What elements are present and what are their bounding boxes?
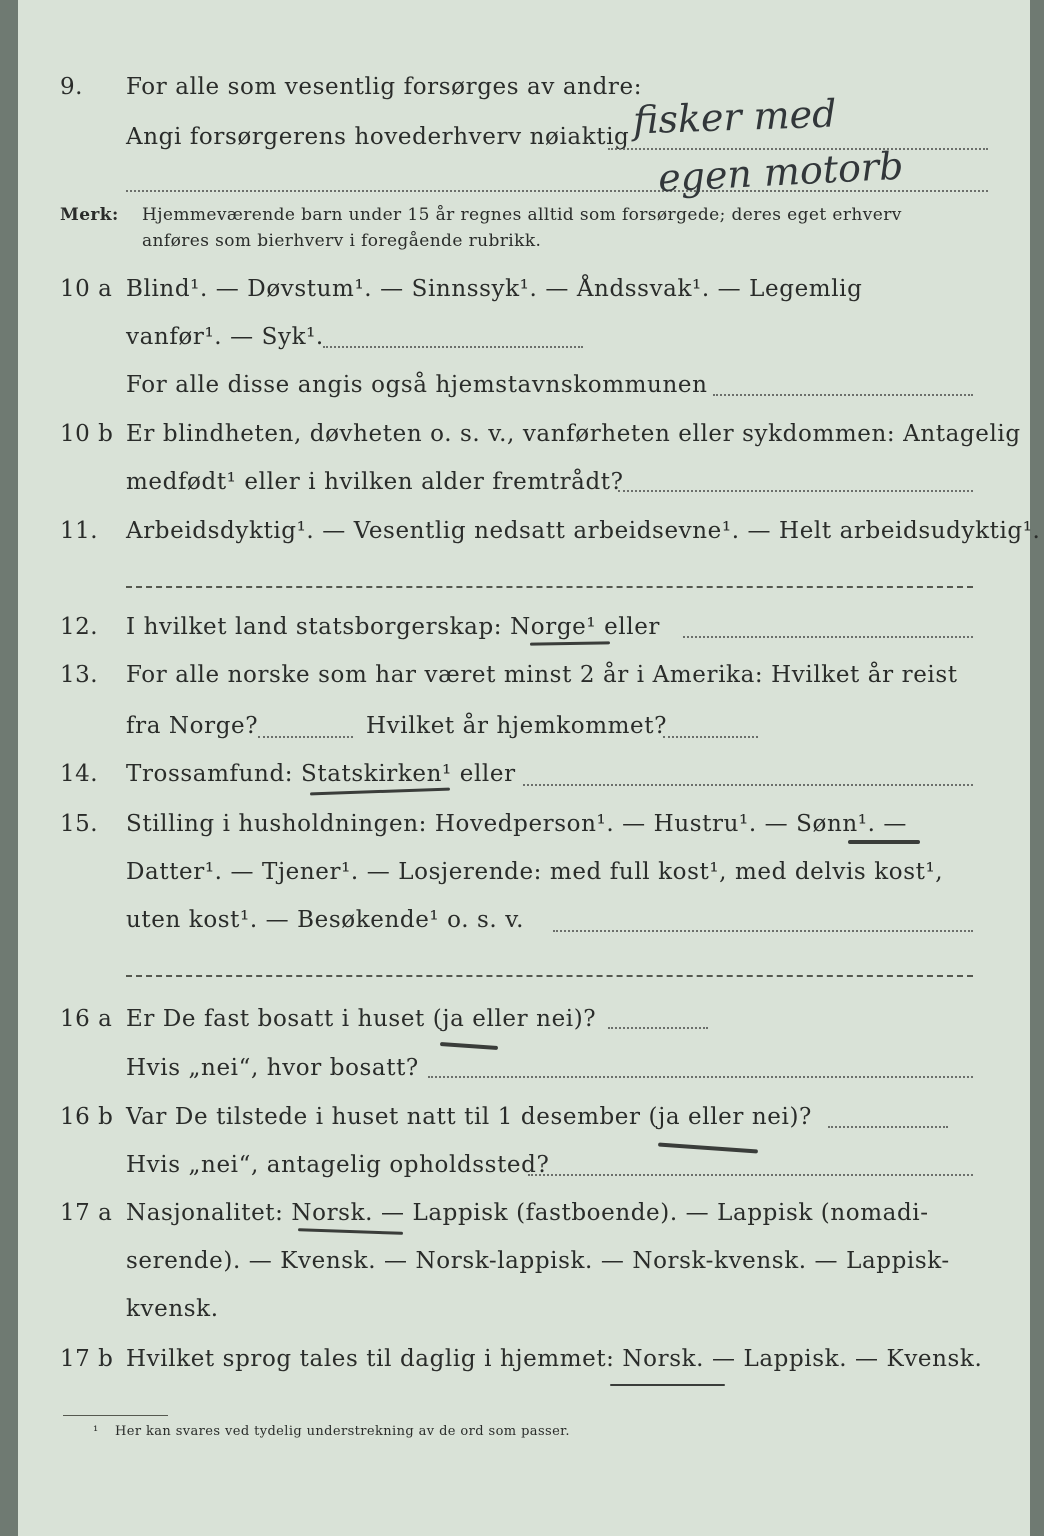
q15-line3: uten kost¹. — Besøkende¹ o. s. v. <box>126 907 525 933</box>
q16a-bosatt-line <box>428 1076 973 1078</box>
footnote-text: Her kan svares ved tydelig understrekning av de ord som passer. <box>115 1424 570 1439</box>
q15-line2: Datter¹. — Tjener¹. — Losjerende: med full kost¹, med delvis kost¹, <box>126 859 944 885</box>
q12-line1: I hvilket land statsborgerskap: Norge¹ eller <box>126 614 661 640</box>
q16a-answer-line <box>608 1027 708 1029</box>
merk-line2: anføres som bierhverv i foregående rubrikk. <box>142 231 542 251</box>
q9-line2: Angi forsørgerens hovederhverv nøiaktig <box>126 124 630 150</box>
q16a-line1: Er De fast bosatt i huset (ja eller nei)? <box>126 1006 597 1032</box>
q12-answer-line <box>683 636 973 638</box>
q17b-line1: Hvilket sprog tales til daglig i hjemmet: Norsk. — Lappisk. — Kvensk. <box>126 1346 983 1372</box>
q12-number: 12. <box>60 614 99 640</box>
section-divider-2 <box>126 975 973 977</box>
q10b-line2: medfødt¹ eller i hvilken alder fremtrådt? <box>126 469 624 495</box>
q16a-line2: Hvis „nei“, hvor bosatt? <box>126 1055 419 1081</box>
q10b-number: 10 b <box>60 421 114 447</box>
q14-number: 14. <box>60 761 99 787</box>
q9-answer-line2 <box>126 190 988 192</box>
q13-line2a: fra Norge? <box>126 713 259 739</box>
q10a-kommune-line <box>713 394 973 396</box>
q13-number: 13. <box>60 662 99 688</box>
q10a-answer-line <box>323 346 583 348</box>
q13-line1: For alle norske som har været minst 2 år i Amerika: Hvilket år reist <box>126 662 958 688</box>
footnote-mark: ¹ <box>93 1424 99 1439</box>
q16a-handwritten-dash <box>440 1042 498 1050</box>
norsk-underline-mark <box>298 1228 403 1235</box>
q13-line2b: Hvilket år hjemkommet? <box>366 713 668 739</box>
section-divider-1 <box>126 586 973 588</box>
q9-line1: For alle som vesentlig forsørges av andre: <box>126 74 643 100</box>
q11-line1: Arbeidsdyktig¹. — Vesentlig nedsatt arbeidsevne¹. — Helt arbeidsudyktig¹. <box>126 518 1041 544</box>
merk-line1: Hjemmeværende barn under 15 år regnes alltid som forsørgede; deres eget erhverv <box>142 205 902 225</box>
q9-handwritten-answer1: fisker med <box>632 91 838 143</box>
q9-handwritten-answer2: egen motorb <box>657 143 905 201</box>
q10b-line1: Er blindheten, døvheten o. s. v., vanførheten eller sykdommen: Antagelig <box>126 421 1021 447</box>
q16b-line2: Hvis „nei“, antagelig opholdssted? <box>126 1152 550 1178</box>
q11-number: 11. <box>60 518 99 544</box>
q17a-line3: kvensk. <box>126 1296 219 1322</box>
q15-number: 15. <box>60 811 99 837</box>
q16b-line1: Var De tilstede i huset natt til 1 desember (ja eller nei)? <box>126 1104 812 1130</box>
q10a-line2: vanfør¹. — Syk¹. <box>126 324 324 350</box>
q16b-handwritten-dash <box>658 1143 758 1154</box>
q17a-number: 17 a <box>60 1200 113 1226</box>
sonn-underline-mark <box>848 840 920 844</box>
q10a-line3: For alle disse angis også hjemstavnskommunen <box>126 372 708 398</box>
norge-underline-mark <box>530 641 610 645</box>
q14-answer-line <box>523 784 973 786</box>
q17a-line2: serende). — Kvensk. — Norsk-lappisk. — Norsk-kvensk. — Lappisk- <box>126 1248 950 1274</box>
q10a-line1: Blind¹. — Døvstum¹. — Sinnssyk¹. — Åndssvak¹. — Legemlig <box>126 276 863 302</box>
q13-hjemkommet-line <box>663 736 758 738</box>
q16b-opholdssted-line <box>528 1174 973 1176</box>
norsk-17b-underline-mark <box>610 1384 725 1386</box>
q10b-answer-line <box>618 490 973 492</box>
q13-reist-line <box>258 736 353 738</box>
q10a-number: 10 a <box>60 276 113 302</box>
q16b-answer-line <box>828 1126 948 1128</box>
q17a-line1: Nasjonalitet: Norsk. — Lappisk (fastboende). — Lappisk (nomadi- <box>126 1200 929 1226</box>
q16b-number: 16 b <box>60 1104 114 1130</box>
census-form-page <box>18 0 1041 1536</box>
q15-answer-line <box>553 930 973 932</box>
q15-line1: Stilling i husholdningen: Hovedperson¹. — Hustru¹. — Sønn¹. — <box>126 811 908 837</box>
merk-label: Merk: <box>60 205 119 225</box>
q14-line1: Trossamfund: Statskirken¹ eller <box>126 761 516 787</box>
q9-number: 9. <box>60 74 83 100</box>
q17b-number: 17 b <box>60 1346 114 1372</box>
statskirken-underline-mark <box>310 788 450 796</box>
q16a-number: 16 a <box>60 1006 113 1032</box>
footnote-rule <box>63 1415 168 1416</box>
